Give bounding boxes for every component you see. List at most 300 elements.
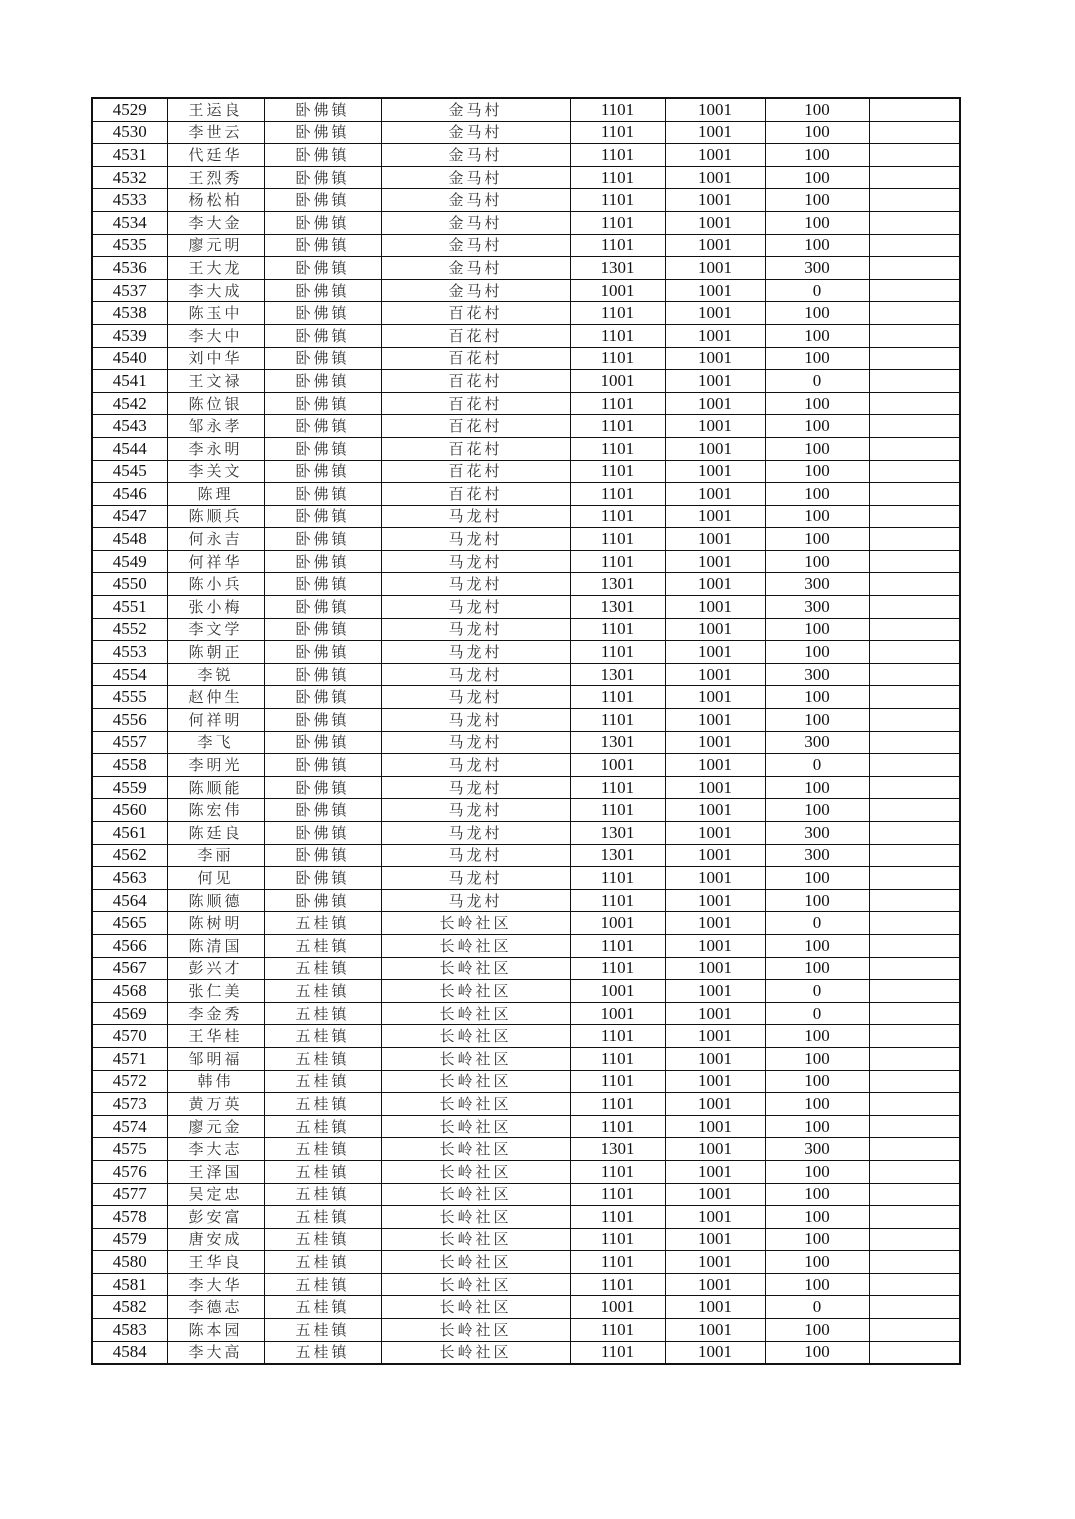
remark-cell — [869, 663, 960, 686]
name-cell: 廖元金 — [167, 1115, 264, 1138]
code-a-cell: 1101 — [570, 776, 665, 799]
code-a-cell: 1101 — [570, 505, 665, 528]
code-b-cell: 1001 — [665, 1251, 765, 1274]
code-a-cell: 1101 — [570, 189, 665, 212]
remark-cell — [869, 1341, 960, 1364]
amount-cell: 100 — [765, 1115, 869, 1138]
code-b-cell: 1001 — [665, 957, 765, 980]
row-number-cell: 4570 — [92, 1025, 167, 1048]
village-cell: 百花村 — [381, 392, 570, 415]
name-cell: 彭安富 — [167, 1206, 264, 1229]
row-number-cell: 4529 — [92, 98, 167, 121]
table-row — [92, 1025, 960, 1048]
code-b-cell: 1001 — [665, 1341, 765, 1364]
village-cell: 长岭社区 — [381, 1025, 570, 1048]
code-b-cell: 1001 — [665, 709, 765, 732]
name-cell: 陈玉中 — [167, 302, 264, 325]
code-b-cell: 1001 — [665, 1115, 765, 1138]
table-row — [92, 144, 960, 167]
town-cell: 卧佛镇 — [264, 799, 381, 822]
remark-cell — [869, 1070, 960, 1093]
remark-cell — [869, 144, 960, 167]
code-a-cell: 1101 — [570, 618, 665, 641]
row-number-cell: 4574 — [92, 1115, 167, 1138]
remark-cell — [869, 889, 960, 912]
town-cell: 五桂镇 — [264, 1251, 381, 1274]
code-a-cell: 1001 — [570, 1002, 665, 1025]
code-b-cell: 1001 — [665, 483, 765, 506]
code-a-cell: 1101 — [570, 437, 665, 460]
remark-cell — [869, 912, 960, 935]
row-number-cell: 4552 — [92, 618, 167, 641]
row-number-cell: 4530 — [92, 121, 167, 144]
town-cell: 五桂镇 — [264, 1319, 381, 1342]
village-cell: 马龙村 — [381, 528, 570, 551]
code-a-cell: 1001 — [570, 279, 665, 302]
town-cell: 卧佛镇 — [264, 663, 381, 686]
name-cell: 陈顺能 — [167, 776, 264, 799]
village-cell: 马龙村 — [381, 573, 570, 596]
remark-cell — [869, 822, 960, 845]
town-cell: 五桂镇 — [264, 1206, 381, 1229]
amount-cell: 300 — [765, 573, 869, 596]
remark-cell — [869, 483, 960, 506]
roster-table — [91, 97, 961, 1365]
code-b-cell: 1001 — [665, 392, 765, 415]
name-cell: 李德志 — [167, 1296, 264, 1319]
remark-cell — [869, 302, 960, 325]
village-cell: 长岭社区 — [381, 1115, 570, 1138]
amount-cell: 100 — [765, 144, 869, 167]
village-cell: 百花村 — [381, 483, 570, 506]
village-cell: 马龙村 — [381, 686, 570, 709]
amount-cell: 300 — [765, 596, 869, 619]
table-row — [92, 799, 960, 822]
row-number-cell: 4558 — [92, 754, 167, 777]
row-number-cell: 4551 — [92, 596, 167, 619]
amount-cell: 100 — [765, 166, 869, 189]
remark-cell — [869, 1025, 960, 1048]
name-cell: 李锐 — [167, 663, 264, 686]
village-cell: 马龙村 — [381, 550, 570, 573]
amount-cell: 100 — [765, 867, 869, 890]
code-a-cell: 1101 — [570, 211, 665, 234]
remark-cell — [869, 279, 960, 302]
code-b-cell: 1001 — [665, 121, 765, 144]
code-a-cell: 1101 — [570, 1341, 665, 1364]
code-a-cell: 1101 — [570, 1319, 665, 1342]
row-number-cell: 4563 — [92, 867, 167, 890]
code-a-cell: 1301 — [570, 1138, 665, 1161]
table-row — [92, 415, 960, 438]
amount-cell: 100 — [765, 1093, 869, 1116]
amount-cell: 100 — [765, 776, 869, 799]
remark-cell — [869, 618, 960, 641]
table-row — [92, 1183, 960, 1206]
row-number-cell: 4547 — [92, 505, 167, 528]
village-cell: 马龙村 — [381, 731, 570, 754]
code-a-cell: 1301 — [570, 731, 665, 754]
table-row — [92, 867, 960, 890]
code-a-cell: 1101 — [570, 121, 665, 144]
code-b-cell: 1001 — [665, 844, 765, 867]
code-a-cell: 1001 — [570, 1296, 665, 1319]
village-cell: 马龙村 — [381, 596, 570, 619]
code-a-cell: 1001 — [570, 980, 665, 1003]
code-b-cell: 1001 — [665, 257, 765, 280]
name-cell: 何永吉 — [167, 528, 264, 551]
town-cell: 五桂镇 — [264, 1160, 381, 1183]
code-b-cell: 1001 — [665, 505, 765, 528]
village-cell: 百花村 — [381, 324, 570, 347]
remark-cell — [869, 573, 960, 596]
town-cell: 五桂镇 — [264, 1296, 381, 1319]
amount-cell: 100 — [765, 1273, 869, 1296]
row-number-cell: 4535 — [92, 234, 167, 257]
code-a-cell: 1101 — [570, 1115, 665, 1138]
town-cell: 五桂镇 — [264, 1341, 381, 1364]
table-row — [92, 1093, 960, 1116]
amount-cell: 0 — [765, 279, 869, 302]
town-cell: 卧佛镇 — [264, 415, 381, 438]
code-b-cell: 1001 — [665, 1319, 765, 1342]
village-cell: 马龙村 — [381, 618, 570, 641]
town-cell: 卧佛镇 — [264, 889, 381, 912]
village-cell: 马龙村 — [381, 754, 570, 777]
remark-cell — [869, 596, 960, 619]
code-a-cell: 1101 — [570, 1251, 665, 1274]
town-cell: 五桂镇 — [264, 1025, 381, 1048]
row-number-cell: 4559 — [92, 776, 167, 799]
name-cell: 李飞 — [167, 731, 264, 754]
amount-cell: 100 — [765, 324, 869, 347]
town-cell: 卧佛镇 — [264, 573, 381, 596]
row-number-cell: 4583 — [92, 1319, 167, 1342]
table-row — [92, 912, 960, 935]
remark-cell — [869, 370, 960, 393]
code-b-cell: 1001 — [665, 234, 765, 257]
village-cell: 长岭社区 — [381, 1002, 570, 1025]
code-b-cell: 1001 — [665, 1025, 765, 1048]
code-a-cell: 1101 — [570, 867, 665, 890]
table-row — [92, 347, 960, 370]
remark-cell — [869, 505, 960, 528]
name-cell: 何见 — [167, 867, 264, 890]
name-cell: 邹永孝 — [167, 415, 264, 438]
remark-cell — [869, 166, 960, 189]
name-cell: 陈顺兵 — [167, 505, 264, 528]
code-b-cell: 1001 — [665, 1093, 765, 1116]
town-cell: 卧佛镇 — [264, 709, 381, 732]
town-cell: 五桂镇 — [264, 934, 381, 957]
code-a-cell: 1101 — [570, 302, 665, 325]
row-number-cell: 4564 — [92, 889, 167, 912]
remark-cell — [869, 799, 960, 822]
remark-cell — [869, 934, 960, 957]
amount-cell: 100 — [765, 98, 869, 121]
code-a-cell: 1001 — [570, 912, 665, 935]
name-cell: 陈朝正 — [167, 641, 264, 664]
table-row — [92, 1002, 960, 1025]
row-number-cell: 4580 — [92, 1251, 167, 1274]
name-cell: 邹明福 — [167, 1047, 264, 1070]
name-cell: 陈宏伟 — [167, 799, 264, 822]
village-cell: 马龙村 — [381, 776, 570, 799]
code-b-cell: 1001 — [665, 324, 765, 347]
table-row — [92, 1160, 960, 1183]
remark-cell — [869, 211, 960, 234]
town-cell: 五桂镇 — [264, 1228, 381, 1251]
town-cell: 卧佛镇 — [264, 189, 381, 212]
village-cell: 百花村 — [381, 460, 570, 483]
code-a-cell: 1101 — [570, 1183, 665, 1206]
roster-table-body — [92, 98, 960, 1364]
remark-cell — [869, 867, 960, 890]
table-row — [92, 1206, 960, 1229]
table-row — [92, 776, 960, 799]
row-number-cell: 4553 — [92, 641, 167, 664]
remark-cell — [869, 1002, 960, 1025]
table-row — [92, 550, 960, 573]
code-b-cell: 1001 — [665, 799, 765, 822]
code-a-cell: 1101 — [570, 528, 665, 551]
code-b-cell: 1001 — [665, 437, 765, 460]
remark-cell — [869, 957, 960, 980]
name-cell: 何祥明 — [167, 709, 264, 732]
amount-cell: 100 — [765, 1160, 869, 1183]
town-cell: 卧佛镇 — [264, 550, 381, 573]
remark-cell — [869, 437, 960, 460]
amount-cell: 100 — [765, 799, 869, 822]
village-cell: 长岭社区 — [381, 1093, 570, 1116]
row-number-cell: 4541 — [92, 370, 167, 393]
remark-cell — [869, 844, 960, 867]
code-a-cell: 1001 — [570, 370, 665, 393]
row-number-cell: 4566 — [92, 934, 167, 957]
table-row — [92, 392, 960, 415]
table-row — [92, 1138, 960, 1161]
town-cell: 五桂镇 — [264, 1115, 381, 1138]
remark-cell — [869, 1093, 960, 1116]
name-cell: 李世云 — [167, 121, 264, 144]
table-row — [92, 618, 960, 641]
table-row — [92, 1319, 960, 1342]
code-a-cell: 1101 — [570, 1093, 665, 1116]
code-b-cell: 1001 — [665, 189, 765, 212]
code-b-cell: 1001 — [665, 166, 765, 189]
remark-cell — [869, 392, 960, 415]
village-cell: 马龙村 — [381, 867, 570, 890]
code-a-cell: 1101 — [570, 1228, 665, 1251]
town-cell: 卧佛镇 — [264, 121, 381, 144]
row-number-cell: 4548 — [92, 528, 167, 551]
amount-cell: 100 — [765, 347, 869, 370]
row-number-cell: 4532 — [92, 166, 167, 189]
village-cell: 金马村 — [381, 211, 570, 234]
village-cell: 金马村 — [381, 234, 570, 257]
row-number-cell: 4576 — [92, 1160, 167, 1183]
code-a-cell: 1101 — [570, 166, 665, 189]
remark-cell — [869, 324, 960, 347]
town-cell: 卧佛镇 — [264, 324, 381, 347]
town-cell: 卧佛镇 — [264, 867, 381, 890]
amount-cell: 100 — [765, 121, 869, 144]
amount-cell: 100 — [765, 934, 869, 957]
code-a-cell: 1101 — [570, 957, 665, 980]
code-a-cell: 1101 — [570, 483, 665, 506]
row-number-cell: 4562 — [92, 844, 167, 867]
code-a-cell: 1101 — [570, 460, 665, 483]
amount-cell: 100 — [765, 641, 869, 664]
amount-cell: 300 — [765, 731, 869, 754]
amount-cell: 100 — [765, 211, 869, 234]
code-a-cell: 1101 — [570, 415, 665, 438]
remark-cell — [869, 1115, 960, 1138]
code-b-cell: 1001 — [665, 1160, 765, 1183]
code-a-cell: 1101 — [570, 799, 665, 822]
name-cell: 王华良 — [167, 1251, 264, 1274]
village-cell: 马龙村 — [381, 709, 570, 732]
name-cell: 彭兴才 — [167, 957, 264, 980]
code-b-cell: 1001 — [665, 1206, 765, 1229]
town-cell: 五桂镇 — [264, 1183, 381, 1206]
name-cell: 黄万英 — [167, 1093, 264, 1116]
town-cell: 卧佛镇 — [264, 483, 381, 506]
row-number-cell: 4536 — [92, 257, 167, 280]
town-cell: 卧佛镇 — [264, 211, 381, 234]
code-b-cell: 1001 — [665, 776, 765, 799]
code-b-cell: 1001 — [665, 686, 765, 709]
row-number-cell: 4539 — [92, 324, 167, 347]
name-cell: 陈廷良 — [167, 822, 264, 845]
village-cell: 金马村 — [381, 166, 570, 189]
remark-cell — [869, 121, 960, 144]
village-cell: 长岭社区 — [381, 1070, 570, 1093]
name-cell: 何祥华 — [167, 550, 264, 573]
row-number-cell: 4538 — [92, 302, 167, 325]
code-b-cell: 1001 — [665, 663, 765, 686]
table-row — [92, 1070, 960, 1093]
code-a-cell: 1301 — [570, 663, 665, 686]
code-a-cell: 1101 — [570, 234, 665, 257]
town-cell: 卧佛镇 — [264, 279, 381, 302]
village-cell: 马龙村 — [381, 505, 570, 528]
remark-cell — [869, 731, 960, 754]
name-cell: 王华桂 — [167, 1025, 264, 1048]
village-cell: 长岭社区 — [381, 957, 570, 980]
amount-cell: 300 — [765, 1138, 869, 1161]
code-a-cell: 1101 — [570, 1160, 665, 1183]
village-cell: 马龙村 — [381, 889, 570, 912]
code-b-cell: 1001 — [665, 1296, 765, 1319]
row-number-cell: 4534 — [92, 211, 167, 234]
village-cell: 金马村 — [381, 144, 570, 167]
name-cell: 陈小兵 — [167, 573, 264, 596]
remark-cell — [869, 1206, 960, 1229]
row-number-cell: 4556 — [92, 709, 167, 732]
village-cell: 长岭社区 — [381, 1273, 570, 1296]
remark-cell — [869, 1296, 960, 1319]
town-cell: 五桂镇 — [264, 1273, 381, 1296]
row-number-cell: 4565 — [92, 912, 167, 935]
name-cell: 王泽国 — [167, 1160, 264, 1183]
code-a-cell: 1301 — [570, 822, 665, 845]
name-cell: 李大成 — [167, 279, 264, 302]
amount-cell: 100 — [765, 415, 869, 438]
remark-cell — [869, 1183, 960, 1206]
row-number-cell: 4568 — [92, 980, 167, 1003]
town-cell: 卧佛镇 — [264, 844, 381, 867]
row-number-cell: 4542 — [92, 392, 167, 415]
table-row — [92, 211, 960, 234]
name-cell: 李金秀 — [167, 1002, 264, 1025]
town-cell: 卧佛镇 — [264, 347, 381, 370]
town-cell: 五桂镇 — [264, 1138, 381, 1161]
table-row — [92, 1228, 960, 1251]
code-a-cell: 1101 — [570, 934, 665, 957]
table-row — [92, 844, 960, 867]
row-number-cell: 4545 — [92, 460, 167, 483]
amount-cell: 100 — [765, 709, 869, 732]
table-row — [92, 822, 960, 845]
row-number-cell: 4561 — [92, 822, 167, 845]
amount-cell: 100 — [765, 460, 869, 483]
amount-cell: 100 — [765, 889, 869, 912]
table-row — [92, 279, 960, 302]
table-row — [92, 1273, 960, 1296]
village-cell: 长岭社区 — [381, 1160, 570, 1183]
code-a-cell: 1301 — [570, 844, 665, 867]
code-a-cell: 1101 — [570, 98, 665, 121]
amount-cell: 100 — [765, 1206, 869, 1229]
town-cell: 五桂镇 — [264, 1047, 381, 1070]
name-cell: 杨松柏 — [167, 189, 264, 212]
village-cell: 马龙村 — [381, 844, 570, 867]
table-row — [92, 302, 960, 325]
code-b-cell: 1001 — [665, 98, 765, 121]
village-cell: 长岭社区 — [381, 1319, 570, 1342]
town-cell: 五桂镇 — [264, 957, 381, 980]
row-number-cell: 4584 — [92, 1341, 167, 1364]
village-cell: 马龙村 — [381, 641, 570, 664]
row-number-cell: 4555 — [92, 686, 167, 709]
village-cell: 长岭社区 — [381, 1138, 570, 1161]
name-cell: 陈位银 — [167, 392, 264, 415]
amount-cell: 300 — [765, 822, 869, 845]
name-cell: 李关文 — [167, 460, 264, 483]
name-cell: 陈清国 — [167, 934, 264, 957]
name-cell: 陈顺德 — [167, 889, 264, 912]
amount-cell: 0 — [765, 1002, 869, 1025]
name-cell: 韩伟 — [167, 1070, 264, 1093]
name-cell: 李大华 — [167, 1273, 264, 1296]
name-cell: 王大龙 — [167, 257, 264, 280]
amount-cell: 100 — [765, 686, 869, 709]
code-a-cell: 1101 — [570, 1047, 665, 1070]
code-b-cell: 1001 — [665, 211, 765, 234]
code-a-cell: 1101 — [570, 1025, 665, 1048]
row-number-cell: 4581 — [92, 1273, 167, 1296]
code-b-cell: 1001 — [665, 596, 765, 619]
town-cell: 卧佛镇 — [264, 618, 381, 641]
code-a-cell: 1001 — [570, 754, 665, 777]
remark-cell — [869, 257, 960, 280]
village-cell: 长岭社区 — [381, 1047, 570, 1070]
town-cell: 卧佛镇 — [264, 302, 381, 325]
row-number-cell: 4544 — [92, 437, 167, 460]
table-row — [92, 1341, 960, 1364]
table-row — [92, 121, 960, 144]
